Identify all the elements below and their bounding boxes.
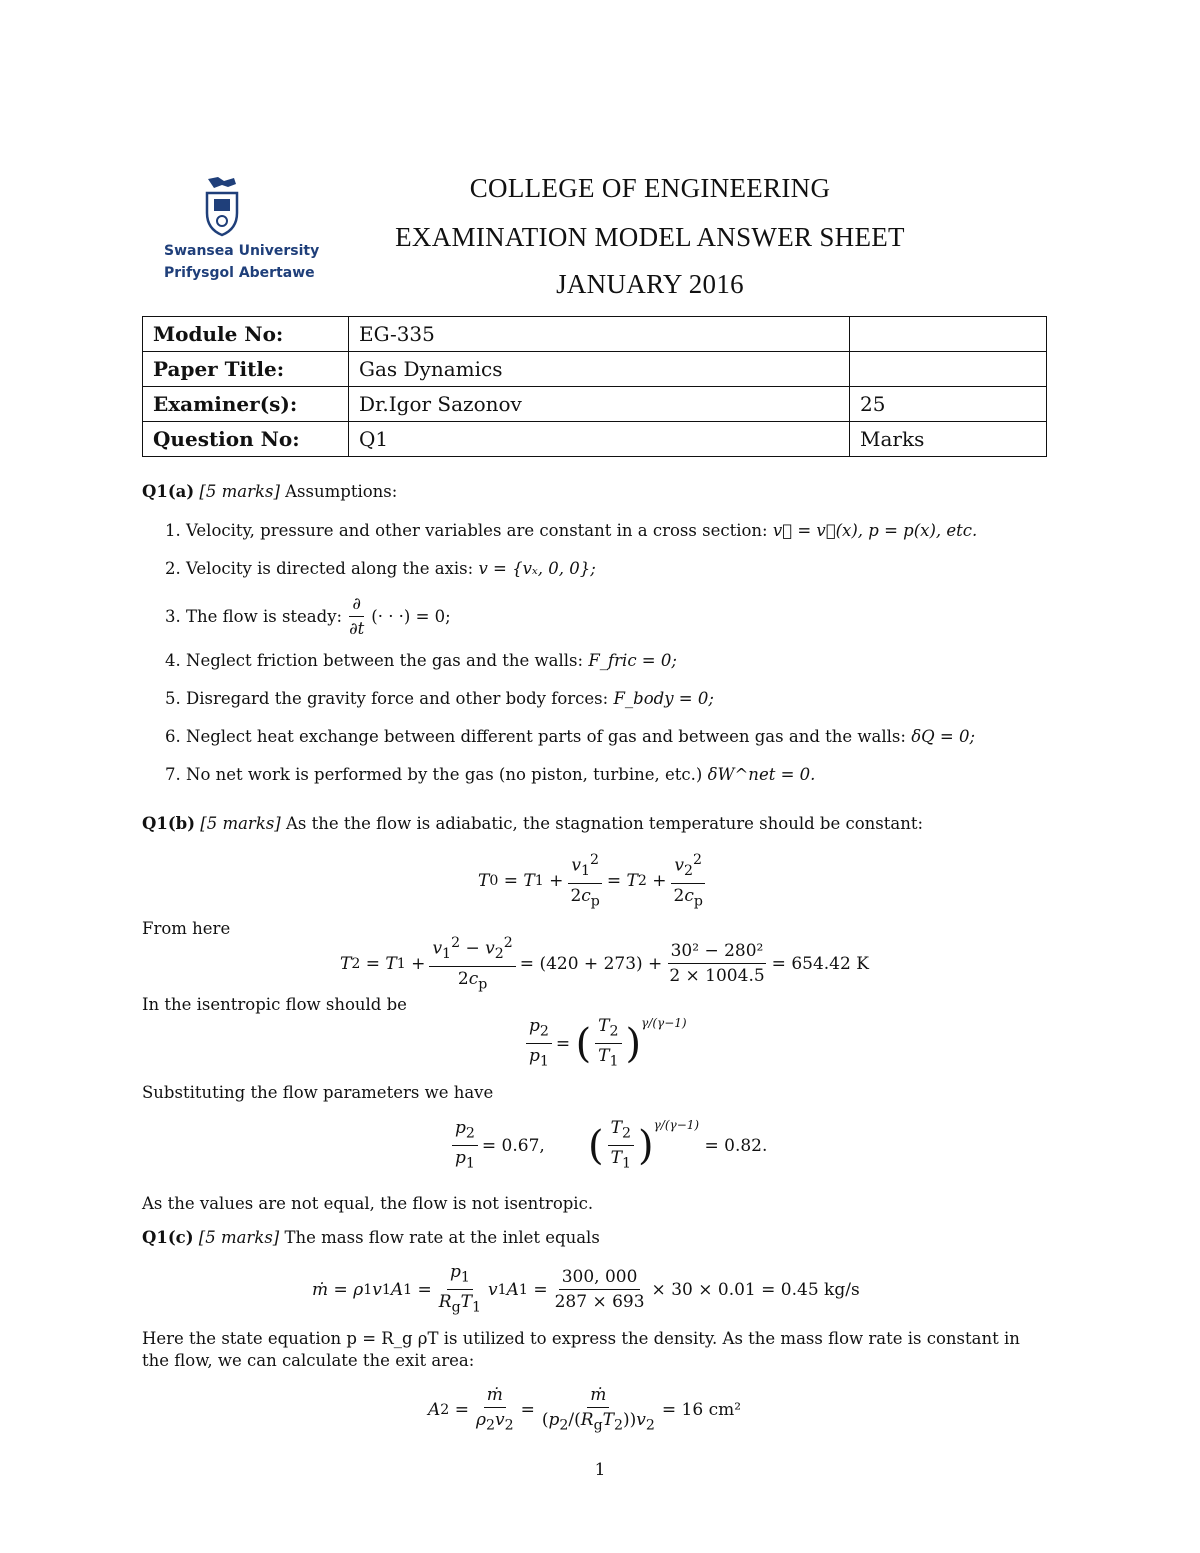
table-cell-label: Paper Title: (143, 352, 349, 387)
table-cell-extra (850, 317, 1047, 352)
q1c-label: Q1(c) (142, 1228, 194, 1247)
equation-mass-flow: ṁ = ρ 1 v 1 A 1 = $\frac{p_1}{R_gT_1}$ v 1 A 1 = $\frac{300, 000}{287 \times 693}$ × 30 × 0.01 = 0.45 kg/s (312, 1262, 860, 1316)
conclusion-text: As the values are not equal, the flow is not isentropic. (142, 1194, 594, 1213)
table-row (143, 387, 1047, 422)
logo-line-1: Swansea University (164, 243, 320, 259)
q1c-heading (142, 1227, 600, 1249)
partial-derivative (346, 594, 367, 639)
from-here-text: From here (142, 919, 231, 938)
table-cell-extra (850, 352, 1047, 387)
q1b-intro: As the the flow is adiabatic, the stagnation temperature should be constant: (285, 814, 924, 833)
q1a-label: Q1(a) (142, 482, 195, 501)
table-cell-extra: Marks (850, 422, 1047, 457)
q1c-intro: The mass flow rate at the inlet equals (284, 1228, 600, 1247)
q1a-heading (142, 481, 397, 503)
item-text: Neglect friction between the gas and the walls: (186, 651, 584, 670)
item-text: Velocity is directed along the axis: (186, 559, 474, 578)
table-cell-label: Question No: (143, 422, 349, 457)
q1b-marks: [5 marks] (200, 814, 281, 833)
item-text: Velocity, pressure and other variables are constant in a cross section: (186, 521, 768, 540)
mdot-frac-num: 300, 000 (559, 1267, 641, 1290)
item-number: 1. (165, 521, 181, 540)
logo-line-2: Prifysgol Abertawe (164, 265, 315, 281)
state-equation-line-2: the flow, we can calculate the exit area: (142, 1351, 475, 1370)
t2-result: = 654.42 K (771, 953, 869, 974)
equation-stagnation-temperature: T 0 = T 1 + $\frac{v_1^2}{2c_p}$ = T 2 + $\frac{v_2^2}{2c_p}$ (478, 850, 710, 911)
list-item (165, 688, 714, 710)
t-ratio-value: = 0.82. (704, 1135, 768, 1156)
frac-den: ∂t (349, 619, 365, 638)
frac-num: ∂ (349, 594, 364, 617)
item-math: F_fric = 0; (588, 651, 677, 670)
item-number: 5. (165, 689, 181, 708)
item-number: 4. (165, 651, 181, 670)
item-math: v⃗ = v⃗(x), p = p(x), etc. (772, 521, 978, 540)
item-math: F_body = 0; (613, 689, 714, 708)
list-item (165, 764, 815, 786)
substituting-text: Substituting the flow parameters we have (142, 1083, 494, 1102)
item-number: 3. (165, 606, 181, 626)
page-number: 1 (594, 1460, 606, 1480)
item-number: 6. (165, 727, 181, 746)
mdot-frac-den: 287 × 693 (554, 1292, 645, 1313)
exam-info-table (142, 316, 1047, 457)
q1b-label: Q1(b) (142, 814, 196, 833)
area-result: = 16 cm² (661, 1400, 742, 1421)
table-cell-label: Module No: (143, 317, 349, 352)
equation-substituted: $\frac{p_2}{p_1}$ = 0.67, ( $\frac{T_2}{T_1}$ ) $^{\gamma/(\gamma-1)}$ = 0.82. (448, 1118, 767, 1174)
table-cell-value: Q1 (349, 422, 850, 457)
isentropic-text: In the isentropic flow should be (142, 995, 407, 1014)
table-row (143, 317, 1047, 352)
item-text: The flow is steady: (186, 606, 343, 626)
item-math: δQ = 0; (911, 727, 976, 746)
mdot-result: × 30 × 0.01 = 0.45 kg/s (651, 1279, 860, 1300)
equation-t2: T 2 = T 1 + $\frac{v_1^2 - v_2^2}{2c_p}$ = (420 + 273) + $\frac{\text{30² − 280²}}{2 \times 1004.5}$ = 654.42 K (340, 935, 869, 993)
sheet-title: EXAMINATION MODEL ANSWER SHEET (395, 222, 905, 252)
q1b-heading (142, 813, 923, 835)
university-logo (164, 175, 320, 285)
item-text: No net work is performed by the gas (no piston, turbine, etc.) (186, 765, 703, 784)
exam-date: JANUARY 2016 (556, 269, 744, 299)
table-row (143, 422, 1047, 457)
q1a-marks: [5 marks] (199, 482, 280, 501)
q1a-intro: Assumptions: (285, 482, 398, 501)
table-cell-value: Dr.Igor Sazonov (349, 387, 850, 422)
table-cell-label: Examiner(s): (143, 387, 349, 422)
list-item (165, 558, 596, 580)
table-row (143, 352, 1047, 387)
list-item (165, 594, 451, 639)
university-crest-icon (204, 175, 240, 237)
item-number: 7. (165, 765, 181, 784)
college-title: COLLEGE OF ENGINEERING (469, 173, 831, 203)
t2-frac-den: 2 × 1004.5 (669, 966, 765, 987)
item-math: δW^net = 0. (707, 765, 816, 784)
table-cell-extra: 25 (850, 387, 1047, 422)
list-item (165, 520, 977, 542)
item-math: v = {vₓ, 0, 0}; (478, 559, 596, 578)
item-text: Disregard the gravity force and other body forces: (186, 689, 609, 708)
t2-frac-num: 30² − 280² (668, 941, 767, 964)
item-text: Neglect heat exchange between different parts of gas and between gas and the walls: (186, 727, 906, 746)
state-equation-line-1: Here the state equation p = R_g ρT is utilized to express the density. As the mass flow rate is constant in (142, 1329, 1020, 1348)
t2-values: (420 + 273) + (539, 953, 663, 974)
equation-exit-area: A 2 = $\frac{\text{ṁ}}{\rho_2v_2}$ = $\frac{\text{ṁ}}{(p_2/(R_gT_2))v_2}$ = 16 cm² (428, 1385, 742, 1434)
table-cell-value: EG-335 (349, 317, 850, 352)
table-cell-value: Gas Dynamics (349, 352, 850, 387)
q1c-marks: [5 marks] (198, 1228, 280, 1247)
item-number: 2. (165, 559, 181, 578)
item-math: (· · ·) = 0; (371, 606, 451, 626)
equation-isentropic: $\frac{p_2}{p_1}$ = ( $\frac{T_2}{T_1}$ ) $^{\gamma/(\gamma-1)}$ (522, 1016, 687, 1072)
list-item (165, 726, 975, 748)
p-ratio-value: = 0.67, (481, 1135, 545, 1156)
list-item (165, 650, 677, 672)
